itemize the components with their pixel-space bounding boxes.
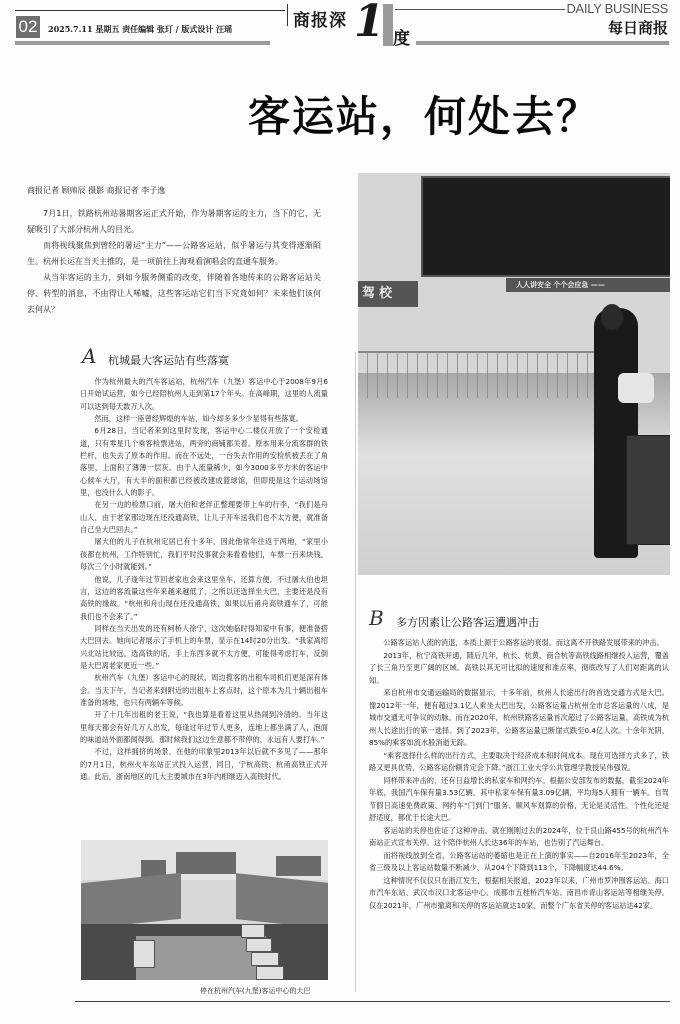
section-b-letter: B <box>369 606 384 630</box>
photo-traveler-head <box>601 304 623 330</box>
masthead-rule-right <box>395 9 565 10</box>
photo-roof-left <box>81 873 181 930</box>
photo-roof-right <box>236 873 328 929</box>
section-b-paragraph: 而将视线放到全省，公路客运站的萎缩也是正在上演的事实——自2016年至2023年，全省三级及以上客运站数量不断减少，从204个下降到113个，下降幅度达44.6%。 <box>369 850 669 872</box>
photo-sign-right: 人人讲安全 个个会应急 —— <box>506 278 670 292</box>
section-a-paragraph: 不过，这样拥挤的场景，在他的印象里2013年以后就不多见了——那年的7月1日，杭州火车东站正式投入运营，同日，宁杭高铁、杭甬高铁正式开通。此后，浙南地区的几大主要城市在3年内相继迈入高铁时代。 <box>80 747 328 781</box>
section-a-letter: A <box>82 344 97 368</box>
column-divider <box>355 352 356 992</box>
section-a-body <box>80 376 328 783</box>
section-suffix: 度 <box>393 29 410 49</box>
photo-display-screen <box>421 176 670 277</box>
dateline: 2025.7.11 星期五 责任编辑 张玎 / 版式设计 汪瑶 <box>48 24 233 34</box>
photo-bag <box>618 373 654 403</box>
photo-bus <box>246 938 272 952</box>
bottom-rule <box>75 1001 362 1002</box>
section-b-title: 多方因素让公路客运遭遇冲击 <box>396 616 539 629</box>
section-title: 商报深 <box>293 11 347 31</box>
photo-caption: 停在杭州汽车(九堡)客运中心的大巴 <box>200 987 311 995</box>
intro <box>27 206 321 318</box>
photo-bus <box>133 940 155 968</box>
section-b-paragraph: 来自杭州市交通运输局的数据显示，十多年前，杭州人长途出行的首选交通方式是大巴。像2012年一年，便有超过3.1亿人乘坐大巴出发，公路客运量占杭州全市总客运量的八成，是城市交通无可争议的动脉。而在2020年，杭州铁路客运量首次超过了公路客运量，高铁成为杭州人长途出行的第一选择。到了2023年，公路客运量已断崖式跌至0.4亿人次。十余年光阴，85%的乘客如流水般消逝无踪。 <box>369 688 669 747</box>
byline: 商报记者 顾帅辰 摄影 商报记者 李子逸 <box>27 186 166 195</box>
english-paper-name: DAILY BUSINESS <box>566 1 668 16</box>
photo-bus <box>256 966 284 980</box>
section-a-paragraph: 屠大伯的儿子在杭州定居已有十多年，因此他常年往返于两地，“家里小孩都在杭州，工作特别忙，我们平时没事就会来看看他们，车票一百来块钱，每次三个小时就能到。” <box>80 537 328 572</box>
masthead-rule <box>15 10 285 11</box>
section-b-paragraph: 这种情况不仅仅只在浙江发生，根据相关报道，2023年以来，广州市罗冲围客运站、海口市汽车东站、武汉市汉口北客运中心、成都市五桂桥汽车站、南昌市青山客运站等相继关停。仅在2021年，广州市撤离和关停的客运站就达10家，而整个广东省关停的客运站达42家。 <box>369 875 669 910</box>
section-b-paragraph: 公路客运站人流的消退，本质上源于公路客运的衰弱。而这离不开铁路发展带来的冲击。 <box>383 638 664 647</box>
photo-suitcase <box>626 435 670 545</box>
section-a-paragraph: 同样在当天出发的还有柯桥人徐宁，这次她临时得知家中有事，便准备搭大巴回去。她向记者展示了手机上的车票，显示在14时20分出发。“我家离绍兴北站比较远，选高铁的话，手上东西多就不太方便，可能得考虑打车，反倒是大巴离老家更近一些。” <box>80 623 328 670</box>
section-a-title: 杭城最大客运站有些落寞 <box>108 354 229 367</box>
intro-paragraph: 而将视线聚焦到曾经的暑运“主力”——公路客运站，似乎暑运与其变得逐渐陌生。杭州长运在当天主推的，是一项前往上海观看演唱会的直通车服务。 <box>27 241 321 266</box>
section-b-paragraph: “乘客选择什么样的出行方式，主要取决于经济成本和时间成本。现在可选择方式多了，铁路又更具优势，公路客运份额肯定会下降。”浙江工业大学公共管理学教授吴伟强说。 <box>369 750 669 772</box>
section-a-paragraph: 作为杭州最大的汽车客运站，杭州汽车（九堡）客运中心于2008年9月6日开始试运营，如今已经陪杭州人走到第17个年头。在高峰期，这里的人流量可以达到每天数万人次。 <box>80 377 328 411</box>
headline: 客运站，何处去？ <box>248 92 601 141</box>
masthead-divider <box>287 4 288 26</box>
section-a-paragraph: 开了十几年出租的老王说，“我也算是看着这里从热闹到冷清的。当年这里每天都会有好几万人出发，每逢过年过节人更多，连地上都坐满了人，泡面的味道站外面都闻得到。那时候我们这边生意都不带停的，永远有人要打车。” <box>80 710 328 744</box>
section-b-paragraph: 同样带来冲击的，还有日益增长的私家车和网约车。根据公安部发布的数据，截至2024年年底，我国汽车保有量3.53亿辆，其中私家车保有量3.09亿辆，平均每5人拥有一辆车。自驾节假日高速免费政策、网约车“门到门”服务、顺风车划算的价格，无论是灵活性、个性化还是舒适度，都优于长途大巴。 <box>369 775 669 822</box>
masthead-bar-right <box>416 41 669 45</box>
photo-building <box>276 856 321 876</box>
section-b-body <box>369 637 669 912</box>
bottom-rule <box>360 1001 670 1002</box>
section-a-paragraph: 在另一边的检票口前，屠大伯和老伴正整理要带上车的行李，“我们是舟山人，由于老家那边现在还没通高铁，让儿子开车送我们也不太方便，就准备自己坐大巴回去。” <box>80 500 328 535</box>
section-a-paragraph: 然而，这样一座曾经辉煌的车站，如今却多多少少显得有些落寞。 <box>94 414 303 424</box>
paper-name: 每日商报 <box>607 19 668 37</box>
photo-sign-left: 驾校 <box>358 281 418 307</box>
page-number: 02 <box>16 16 40 38</box>
photo-bus <box>241 924 265 938</box>
section-b-paragraph: 客运站的关停也佐证了这种冲击。就在刚刚过去的2024年，位于艮山路455号的杭州汽车南站正式宣布关停。这个陪伴杭州人长达36年的车站，也告别了汽运舞台。 <box>369 825 669 847</box>
photo-building <box>176 852 236 874</box>
intro-paragraph: 7月1日，铁路杭州站暑期客运正式开始，作为暑期客运的主力，当下的它，无疑吸引了大部分杭州人的目光。 <box>27 209 321 234</box>
section-a-paragraph: 6月28日，当记者来到这里时发现，客运中心二楼仅开放了一个安检通道，只有零星几个乘客检票进站，两旁的商铺都关着。原本用来分流客群的铁栏杆，也失去了原本的作用。而在不远处，一台失去作用的安检机被丢在了角落里，上面积了薄薄一层灰。由于人流量稀少，如今3000多平方米的客运中心候车大厅，有大半的面积都已经被改建成篮球馆，但即使是这个运动场馆里，也没什么人的影子。 <box>80 426 328 498</box>
section-a-paragraph: 他说，儿子逢年过节回老家也会来这里坐车，还算方便。不过屠大伯也坦言，这边的客流量这些年来越来越低了，之所以还选择坐大巴，主要还是没有高铁的缘故。“杭州和舟山现在还没通高铁，如果以后甬舟高铁通车了，可能我们也不会来了。” <box>80 574 328 621</box>
photo-railing <box>358 351 598 398</box>
intro-paragraph: 从当年客运的主力，到如今服务侧重的改变，伴随着各地传来的公路客运站关停、转型的消息，不由得让人唏嘘，这些客运站它们当下究竟如何？未来他们该何去何从？ <box>27 273 321 314</box>
section-a-paragraph: 杭州汽车（九堡）客运中心的现状，周边揽客的出租车司机们更是深有体会。当天下午，当记者来到附近的出租车上客点时，这个原本为几十辆出租车准备的场地，也只有两辆车等候。 <box>80 673 328 707</box>
station-hall-photo <box>358 173 670 575</box>
bus-terminal-photo <box>81 840 328 980</box>
section-numeral: 1 <box>354 0 385 47</box>
section-b-paragraph: 2013年，杭宁高铁开通，随后几年，杭长、杭黄、商合杭等高铁线路相继投入运营，覆盖了长三角乃至更广阔的区域。高铁以其无可比拟的速度和准点率，彻底改写了人们对距离的认知。 <box>369 650 669 685</box>
photo-bus <box>251 952 279 966</box>
masthead-bar-left <box>15 41 270 45</box>
